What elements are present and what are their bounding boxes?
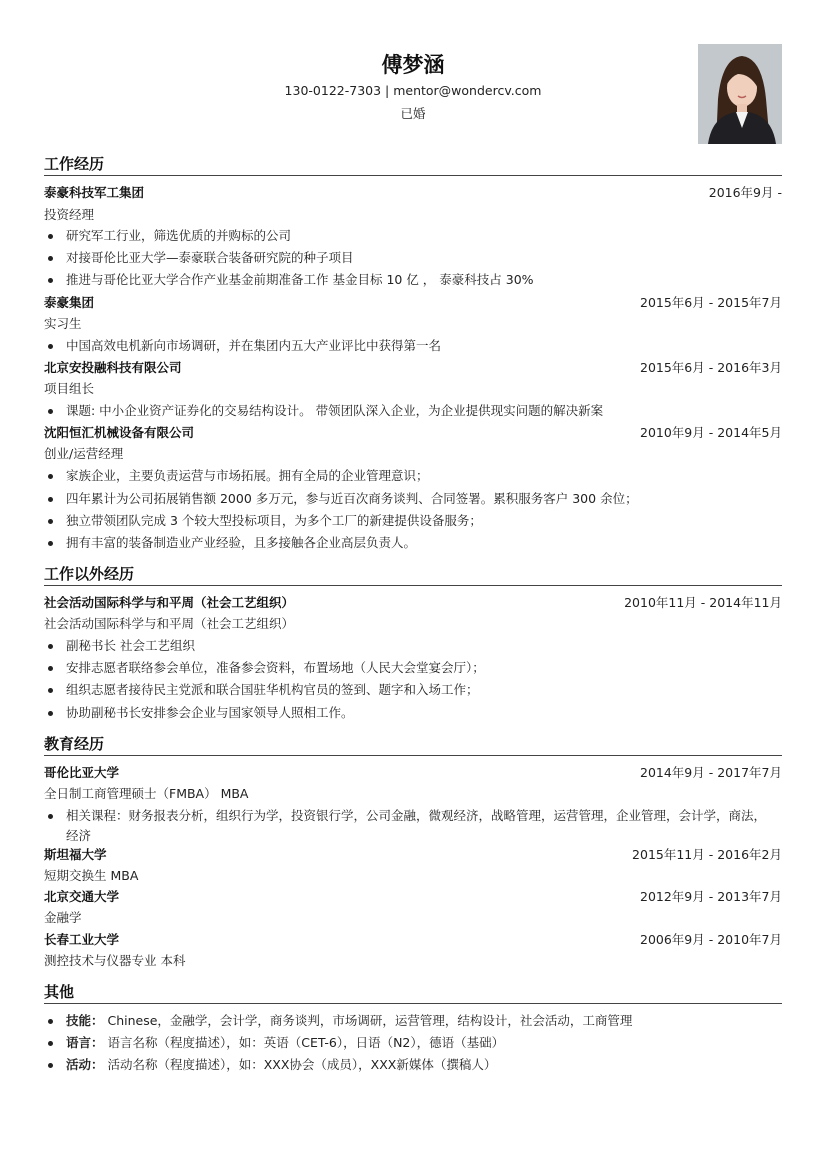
- other-item: [44, 1033, 782, 1053]
- education-entry-header: [44, 887, 782, 907]
- education-entry-header: [44, 763, 782, 783]
- role-title: 测控技术与仪器专业 本科: [44, 953, 186, 968]
- bullet-dot-icon: [48, 1041, 53, 1046]
- organization-name: 社会活动国际科学与和平周（社会工艺组织）: [44, 595, 295, 610]
- candidate-name: 傅梦涵: [381, 53, 445, 77]
- role-title: 社会活动国际科学与和平周（社会工艺组织）: [44, 616, 295, 631]
- bullet-item: [44, 466, 782, 486]
- education-entry-header: [44, 845, 782, 865]
- contact-info: 130-0122-7303 | mentor@wondercv.com: [284, 83, 542, 98]
- date-range: 2015年6月 - 2015年7月: [640, 295, 782, 310]
- section-title-other: 其他: [44, 983, 782, 1004]
- other-item-label: 技能：: [66, 1013, 104, 1028]
- other-item-value: 语言名称（程度描述），如：英语（CET-6），日语（N2），德语（基础）: [103, 1035, 505, 1050]
- bullet-dot-icon: [48, 278, 53, 283]
- bullet-dot-icon: [48, 497, 53, 502]
- bullet-dot-icon: [48, 344, 53, 349]
- bullet-item: [44, 703, 782, 723]
- bullet-item: [44, 270, 782, 290]
- section-title-education: 教育经历: [44, 735, 782, 756]
- bullet-dot-icon: [48, 234, 53, 239]
- date-range: 2015年6月 - 2016年3月: [640, 360, 782, 375]
- bullet-item: [44, 680, 782, 700]
- bullet-item: [44, 636, 782, 656]
- organization-name: 北京安投融科技有限公司: [44, 360, 182, 375]
- role-title: 金融学: [44, 910, 82, 925]
- date-range: 2010年11月 - 2014年11月: [624, 595, 782, 610]
- role-title: 创业/运营经理: [44, 446, 124, 461]
- role-title: 全日制工商管理硕士（FMBA） MBA: [44, 786, 249, 801]
- date-range: 2015年11月 - 2016年2月: [632, 847, 782, 862]
- bullet-text: 安排志愿者联络参会单位，准备参会资料，布置场地（人民大会堂宴会厅）；: [66, 660, 485, 675]
- role-title: 短期交换生 MBA: [44, 868, 139, 883]
- work-entry-header: [44, 293, 782, 313]
- other-item-label: 活动：: [66, 1057, 104, 1072]
- bullet-item: [44, 248, 782, 268]
- education-entry-header: [44, 930, 782, 950]
- other-item-label: 语言：: [66, 1035, 104, 1050]
- organization-name: 斯坦福大学: [44, 847, 107, 862]
- organization-name: 泰豪集团: [44, 295, 95, 310]
- other-item-text: [66, 1033, 766, 1053]
- bullet-dot-icon: [48, 409, 53, 414]
- organization-name: 北京交通大学: [44, 889, 120, 904]
- other-item-text: [66, 1011, 766, 1031]
- bullet-text: 家族企业，主要负责运营与市场拓展。拥有全局的企业管理意识；: [66, 468, 429, 483]
- bullet-text: 研究军工行业，筛选优质的并购标的公司: [66, 228, 292, 243]
- bullet-text: 独立带领团队完成 3 个较大型投标项目，为多个工厂的新建提供设备服务；: [66, 513, 482, 528]
- bullet-text: 副秘书长 社会工艺组织: [66, 638, 195, 653]
- organization-name: 哥伦比亚大学: [44, 765, 120, 780]
- bullet-dot-icon: [48, 519, 53, 524]
- bullet-item: [44, 226, 782, 246]
- role-title: 项目组长: [44, 381, 95, 396]
- bullet-text: 对接哥伦比亚大学—泰豪联合装备研究院的种子项目: [66, 250, 354, 265]
- work-entry-header: [44, 358, 782, 378]
- bullet-item: [44, 658, 782, 678]
- date-range: 2012年9月 - 2013年7月: [640, 889, 782, 904]
- role-title: 实习生: [44, 316, 82, 331]
- bullet-item: [44, 533, 782, 553]
- other-item-value: Chinese，金融学，会计学，商务谈判，市场调研，运营管理，结构设计，社会活动，工商管理: [103, 1013, 633, 1028]
- bullet-dot-icon: [48, 711, 53, 716]
- bullet-text: 四年累计为公司拓展销售额 2000 多万元，参与近百次商务谈判、合同签署。累积服务客户 300 余位；: [66, 491, 638, 506]
- section-title-extra: 工作以外经历: [44, 565, 782, 586]
- bullet-dot-icon: [48, 666, 53, 671]
- resume-page: [44, 0, 782, 1169]
- bullet-item: [44, 511, 782, 531]
- date-range: 2010年9月 - 2014年5月: [640, 425, 782, 440]
- organization-name: 泰豪科技军工集团: [44, 185, 145, 200]
- bullet-dot-icon: [48, 814, 53, 819]
- other-item-value: 活动名称（程度描述），如：XXX协会（成员），XXX新媒体（撰稿人）: [103, 1057, 497, 1072]
- bullet-dot-icon: [48, 256, 53, 261]
- bullet-text: 推进与哥伦比亚大学合作产业基金前期准备工作 基金目标 10 亿 ， 泰豪科技占 30%: [66, 272, 534, 287]
- bullet-text: 协助副秘书长安排参会企业与国家领导人照相工作。: [66, 705, 354, 720]
- resume-header: [44, 44, 782, 148]
- bullet-dot-icon: [48, 1019, 53, 1024]
- bullet-dot-icon: [48, 541, 53, 546]
- date-range: 2006年9月 - 2010年7月: [640, 932, 782, 947]
- bullet-item: [44, 806, 782, 846]
- bullet-dot-icon: [48, 1063, 53, 1068]
- other-item: [44, 1011, 782, 1031]
- bullet-text: 相关课程：财务报表分析，组织行为学，投资银行学，公司金融，微观经济，战略管理，运营管理，企业管理，会计学，商法，经济: [66, 808, 767, 843]
- bullet-dot-icon: [48, 688, 53, 693]
- marital-status: 已婚: [400, 106, 426, 121]
- bullet-text: 组织志愿者接待民主党派和联合国驻华机构官员的签到、题字和入场工作；: [66, 682, 479, 697]
- other-item: [44, 1055, 782, 1075]
- date-range: 2016年9月 -: [708, 185, 782, 200]
- work-entry-header: [44, 423, 782, 443]
- bullet-item: [44, 336, 782, 356]
- bullet-dot-icon: [48, 474, 53, 479]
- extra-entry-header: [44, 593, 782, 613]
- bullet-item: [44, 489, 782, 509]
- other-item-text: [66, 1055, 766, 1075]
- work-entry-header: [44, 183, 782, 203]
- organization-name: 长春工业大学: [44, 932, 120, 947]
- bullet-dot-icon: [48, 644, 53, 649]
- bullet-text: 课题: 中小企业资产证券化的交易结构设计。 带领团队深入企业，为企业提供现实问题的解决新案: [66, 403, 604, 418]
- organization-name: 沈阳恒汇机械设备有限公司: [44, 425, 195, 440]
- section-title-work: 工作经历: [44, 155, 782, 176]
- bullet-text: 中国高效电机新向市场调研，并在集团内五大产业评比中获得第一名: [66, 338, 442, 353]
- bullet-item: [44, 401, 782, 421]
- profile-photo: [698, 44, 782, 144]
- bullet-text: 拥有丰富的装备制造业产业经验，且多接触各企业高层负责人。: [66, 535, 417, 550]
- role-title: 投资经理: [44, 207, 95, 222]
- date-range: 2014年9月 - 2017年7月: [640, 765, 782, 780]
